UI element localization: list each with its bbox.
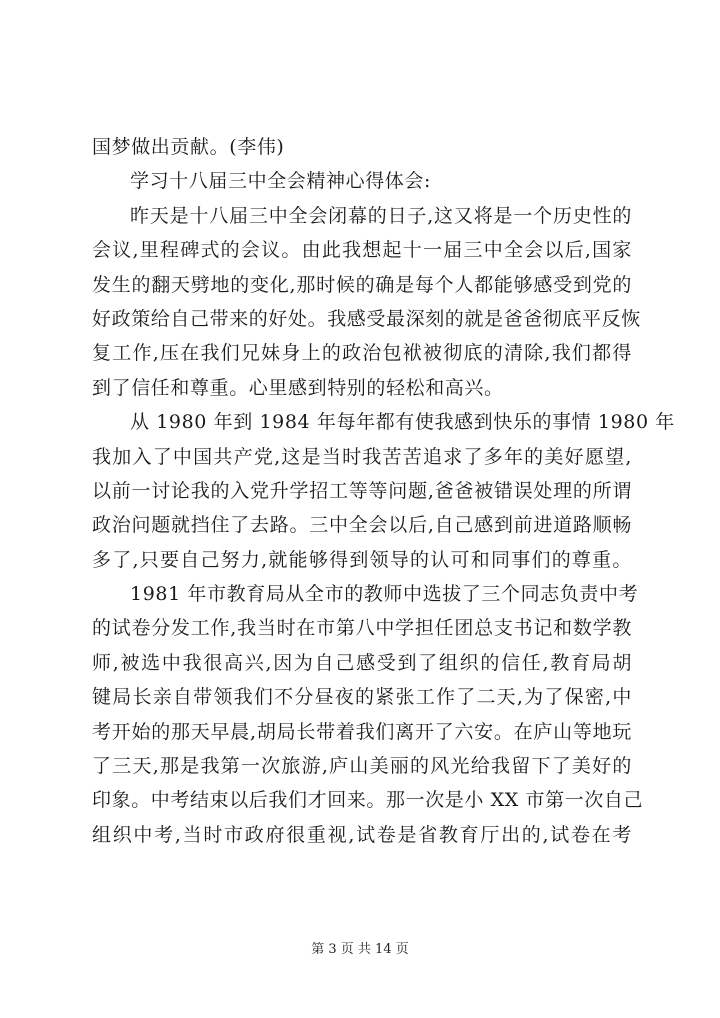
document-body	[92, 130, 675, 852]
text-line: 政治问题就挡住了去路。三中全会以后,自己感到前进道路顺畅	[92, 514, 632, 537]
text-line: 以前一讨论我的入党升学招工等等问题,爸爸被错误处理的所谓	[92, 479, 632, 502]
text-line: 印象。中考结束以后我们才回来。那一次是小 XX 市第一次自己	[92, 789, 644, 812]
text-line: 到了信任和尊重。心里感到特别的轻松和高兴。	[92, 376, 504, 399]
text-line: 的试卷分发工作,我当时在市第八中学担任团总支书记和数学教	[92, 617, 632, 640]
text-line: 组织中考,当时市政府很重视,试卷是省教育厅出的,试卷在考	[92, 823, 632, 846]
text-line: 师,被选中我很高兴,因为自己感受到了组织的信任,教育局胡	[92, 651, 632, 674]
text-line: 我加入了中国共产党,这是当时我苦苦追求了多年的美好愿望,	[92, 445, 632, 468]
text-line: 考开始的那天早晨,胡局长带着我们离开了六安。在庐山等地玩	[92, 720, 632, 743]
text-line: 多了,只要自己努力,就能够得到领导的认可和同事们的尊重。	[92, 548, 632, 571]
page-number-footer: 第 3 页 共 14 页	[311, 942, 409, 957]
text-line: 会议,里程碑式的会议。由此我想起十一届三中全会以后,国家	[92, 239, 632, 262]
text-line: 键局长亲自带领我们不分昼夜的紧张工作了二天,为了保密,中	[92, 686, 632, 709]
text-line: 昨天是十八届三中全会闭幕的日子,这又将是一个历史性的	[130, 204, 632, 227]
text-line: 国梦做出贡献。(李伟)	[92, 136, 285, 158]
text-line: 好政策给自己带来的好处。我感受最深刻的就是爸爸彻底平反恢	[92, 307, 641, 330]
section-heading: 学习十八届三中全会精神心得体会:	[130, 170, 432, 193]
text-line: 从 1980 年到 1984 年每年都有使我感到快乐的事情 1980 年	[130, 411, 675, 434]
text-line: 了三天,那是我第一次旅游,庐山美丽的风光给我留下了美好的	[92, 755, 632, 778]
text-line: 复工作,压在我们兄妹身上的政治包袱被彻底的清除,我们都得	[92, 342, 632, 365]
text-line: 1981 年市教育局从全市的教师中选拔了三个同志负责中考	[130, 583, 639, 606]
text-line: 发生的翻天劈地的变化,那时候的确是每个人都能够感受到党的	[92, 273, 632, 296]
